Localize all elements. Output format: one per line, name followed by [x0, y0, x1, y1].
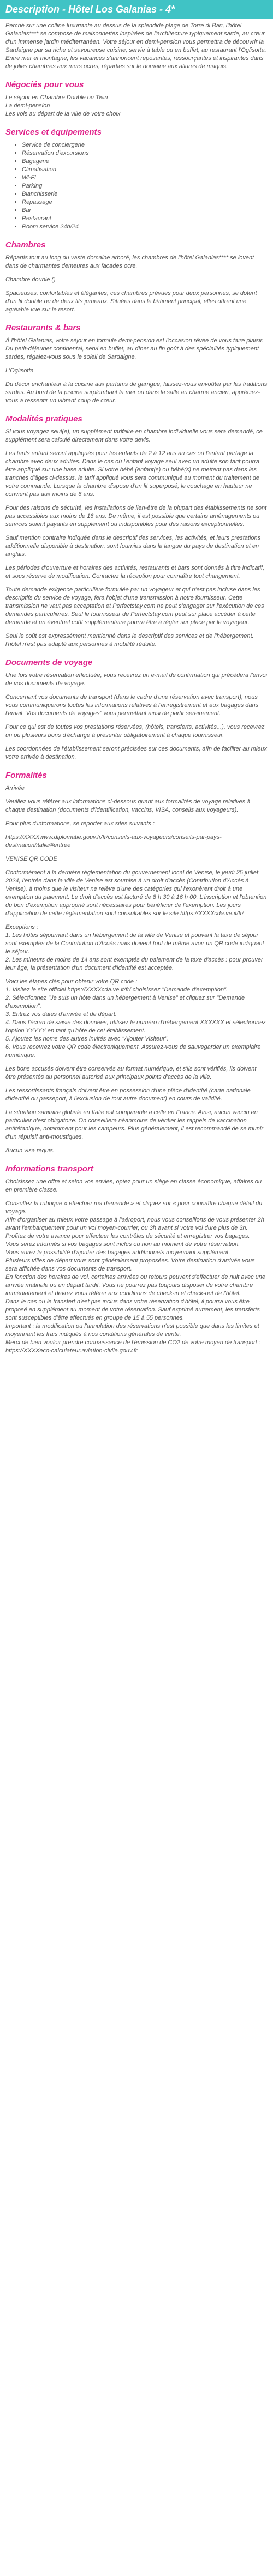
transport-paragraph: Consultez la rubrique « effectuer ma demande » et cliquez sur « pour connaître chaque détail du voyage. [5, 1200, 263, 1215]
section-title-transport: Informations transport [5, 1164, 93, 1174]
negocies-line: Le séjour en Chambre Double ou Twin [5, 94, 108, 101]
modalites-paragraph: Sauf mention contraire indiquée dans le descriptif des services, les activités, et leurs prestations additionnelle disponible à destination, sont fournies dans la langue du pays de destination et en anglais. [5, 535, 261, 558]
content [0, 22, 273, 1355]
service-item: • Réservation d'excursions [22, 149, 268, 158]
documents-paragraph: Les coordonnées de l'établissement seront précisées sur ces documents, afin de faciliter au mieux votre arrivée à destination. [5, 746, 268, 760]
modalites-paragraph: Seul le coût est expressément mentionné dans le descriptif des services et de l'hébergement. l'hôtel n'est pas adapté aux personnes à mobilité réduite. [5, 633, 254, 648]
modalites-paragraph: Les tarifs enfant seront appliqués pour les enfants de 2 à 12 ans au cas où l'enfant partage la chambre avec deux adultes. Dans le cas où l'enfant voyage seul avec un adulte son tarif pourra être appliqué sur une base adulte. Si votre bébé (enfant(s) ou bébé(s) ne mettent pas dans les tranches d'âges ci-dessus, le tarif appliqué vous sera communiqué au moment du traitement de votre commande. Lorsque la chambre dispose d'un lit superposé, le couchage en hauteur ne convient pas aux moins de 6 ans. [5, 450, 259, 498]
formalites-paragraph: Arrivée [5, 785, 25, 791]
formalites-paragraph: VENISE QR CODE [5, 856, 57, 862]
service-item: • Blanchisserie [22, 190, 268, 198]
rooms-paragraph: Répartis tout au long du vaste domaine arboré, les chambres de l'hôtel Galanias**** se lovent dans de charmantes demeures aux façades ocre. [5, 255, 254, 269]
formalites-paragraph: 4. Dans l'écran de saisie des données, utilisez le numéro d'hébergement XXXXXX et sélectionnez l'option YYYYY en tant qu'hôte de cet établissement. [5, 1019, 266, 1034]
service-item: • Bar [22, 207, 268, 215]
transport-paragraph: Vous aurez la possibilité d'ajouter des bagages additionnels moyennant supplément. [5, 1249, 230, 1256]
transport-paragraph: Vous serez informés si vos bagages sont inclus ou non au moment de votre réservation. [5, 1241, 240, 1248]
negocies-list [5, 94, 268, 118]
section-title-restaurants: Restaurants & bars [5, 323, 81, 332]
services-list [5, 141, 268, 231]
formalites-paragraph: 6. Vous recevrez votre QR code électroniquement. Assurez-vous de sauvegarder un exemplaire numérique. [5, 1044, 261, 1059]
formalites-paragraph: La situation sanitaire globale en Italie est comparable à celle en France. Ainsi, aucun vaccin en particulier n'est obligatoire. On conseillera néanmoins de vérifier les rappels de vaccination antitétanique, notamment pour les campeurs. Plus généralement, il est recommandé de se munir d'un répulsif anti-moustiques. [5, 1109, 264, 1140]
resto-paragraph: Du décor enchanteur à la cuisine aux parfums de garrigue, laissez-vous envoûter par les traditions sardes. Au bord de la piscine surplombant la mer ou dans la salle au charme ancien, appréciez-vous à ressentir un vibrant coup de cœur. [5, 381, 268, 404]
transport-paragraph: Important : la modification ou l'annulation des réservations n'est possible que dans les limites et moyennant les frais indiqués à nos conditions générales de vente. [5, 1323, 259, 1338]
service-item: • Room service 24h/24 [22, 223, 268, 231]
documents-paragraph: Concernant vos documents de transport (dans le cadre d'une réservation avec transport), nous vous communiquerons toutes les informations relatives à l'enregistrement et aux bagages dans l'email "Vos documents de voyages" vous permettant ainsi de partir sereinement. [5, 694, 259, 717]
transport-paragraph: En fonction des horaires de vol, certaines arrivées ou retours peuvent s'effectuer de nuit avec une arrivée matinale ou un départ tardif. Vous ne pourrez pas toujours disposer de votre chambre immédiatement et devrez vous référer aux conditions de check-in et check-out de l'hôtel. [5, 1274, 265, 1297]
formalites-paragraph: 1. Visitez le site officiel https://XXXXcda.ve.it/fr/ choisissez "Demande d'exemption". [5, 987, 228, 993]
formalites-paragraph: Pour plus d'informations, se reporter aux sites suivants : [5, 820, 155, 827]
formalites-paragraph: 5. Ajoutez les noms des autres invités avec "Ajouter Visiteur". [5, 1036, 169, 1042]
section-title-formalites: Formalités [5, 771, 47, 780]
formalites-link[interactable]: https://XXXXwww.diplomatie.gouv.fr/fr/conseils-aux-voyageurs/conseils-par-pays-destination/italie/#entree [5, 834, 222, 849]
formalites-paragraph: Exceptions : [5, 924, 38, 930]
service-item: • Restaurant [22, 215, 268, 223]
service-item: • Parking [22, 182, 268, 190]
section-title-services: Services et équipements [5, 128, 102, 137]
formalites-paragraph: 1. Les hôtes séjournant dans un hébergement de la ville de Venise et pouvant la taxe de séjour sont exemptés de la Contribution d'Accès mais doivent tout de même avoir un QR code indiquant le séjour. [5, 932, 264, 955]
service-item: • Service de conciergerie [22, 141, 268, 149]
resto-subtitle: L'Oglisotta [5, 367, 34, 374]
section-title-negocies: Négociés pour vous [5, 80, 84, 89]
formalites-paragraph: Aucun visa requis. [5, 1147, 55, 1154]
transport-paragraph: Merci de bien vouloir prendre connaissance de l'émission de CO2 de votre moyen de transport : https://XXXXeco-calculateur.aviation-civile.gouv.fr [5, 1339, 260, 1354]
formalites-paragraph: Les ressortissants français doivent être en possession d'une pièce d'identité (carte nationale d'identité ou passeport, à l'exclusion de tout autre document) en cours de validité. [5, 1087, 251, 1102]
formalites-paragraph: 3. Entrez vos dates d'arrivée et de départ. [5, 1011, 117, 1018]
intro-paragraph: Perché sur une colline luxuriante au dessus de la splendide plage de Torre di Bari, l'hôtel Galanias**** se compose de maisonnettes inspirées de l'architecture typiquement sarde, au cœur d'un immense jardin méditerranéen. Votre séjour en demi-pension vous permettra de découvrir la Sardaigne par sa riche et savoureuse cuisine, servie à table ou en buffet, au restaurant l'Oglisotta. Entre mer et montagne, les vacances s'annoncent reposantes, ressourçantes et inspirantes dans de jolies chambres aux murs ocres, réparties sur le domaine aux allures de maquis. [5, 22, 266, 70]
section-title-documents: Documents de voyage [5, 658, 93, 667]
resto-paragraph: À l'hôtel Galanias, votre séjour en formule demi-pension est l'occasion rêvée de vous faire plaisir. Du petit-déjeuner continental, servi en buffet, au dîner au fin goût à des spécialités typiquement sardes, régalez-vous sous le soleil de Sardaigne. [5, 337, 264, 360]
transport-paragraph: Afin d'organiser au mieux votre passage à l'aéroport, nous vous conseillons de vous présenter 2h avant l'embarquement pour un vol moyen-courrier, ou 3h avant si votre vol dure plus de 3h. Profitez de votre avance pour effectuer les contrôles de sécurité et enregistrer vos bagages. [5, 1217, 264, 1239]
service-item: • Climatisation [22, 166, 268, 174]
documents-paragraph: Une fois votre réservation effectuée, vous recevrez un e-mail de confirmation qui précèdera l'envoi de vos documents de voyage. [5, 672, 268, 687]
page-title: Description - Hôtel Los Galanias - 4* [0, 0, 273, 19]
service-item: • Wi-Fi [22, 174, 268, 182]
formalites-paragraph: 2. Les mineurs de moins de 14 ans sont exemptés du paiement de la taxe d'accès : pour prouver leur âge, la présentation d'un document d'identité est acceptée. [5, 957, 263, 971]
negocies-line: Les vols au départ de la ville de votre choix [5, 111, 121, 117]
modalites-paragraph: Les périodes d'ouverture et horaires des activités, restaurants et bars sont donnés à titre indicatif, et sous réserve de modification. Contactez la réception pour connaître tout changement. [5, 565, 265, 579]
formalites-paragraph: Conformément à la dernière réglementation du gouvernement local de Venise, le jeudi 25 juillet 2024, l'entrée dans la ville de Venise est soumise à un droit d'accès (Contribution d'Accès à Venise), à moins que le visiteur ne relève d'une des catégories qui l'exonèrent droit à une exemption du paiement. Le droit d'accès est facturé de 8 h 30 à 16 h 00. L'inscription et l'obtention du bon d'exemption approprié sont nécessaires pour bénéficier de l'exemption. Les jours d'application de cette réglementation sont consultables sur le site https://XXXXcda.ve.it/fr/ [5, 869, 267, 917]
modalites-paragraph: Toute demande exigence particulière formulée par un voyageur et qui n'est pas incluse dans les descriptifs du service de voyage, fera l'objet d'une transmission à notre fournisseur. Cette transmission ne vaut pas acceptation et Perfectstay.com ne peut s'engager sur l'exécution de ces demandes particulières. Seul le fournisseur de Perfectstay.com peut sur place accéder à cette demande et un éventuel coût supplémentaire pourra être à régler sur place par le voyageur. [5, 586, 264, 626]
formalites-paragraph: Veuillez vous référer aux informations ci-dessous quant aux formalités de voyage relatives à chaque destination (documents d'identification, vaccins, VISA, conseils aux voyageurs). [5, 799, 251, 813]
documents-paragraph: Pour ce qui est de toutes vos prestations réservées, (hôtels, transferts, activités...), vous recevrez un ou plusieurs bons d'échange à présenter obligatoirement à chaque fournisseur. [5, 724, 265, 739]
formalites-paragraph: 2. Sélectionnez "Je suis un hôte dans un hébergement à Venise" et cliquez sur "Demande d'exemption". [5, 995, 245, 1009]
transport-paragraph: Plusieurs villes de départ vous sont généralement proposées. Votre destination d'arrivée vous sera affichée dans vos documents de transport. [5, 1257, 255, 1272]
modalites-paragraph: Si vous voyagez seul(e), un supplément tarifaire en chambre individuelle vous sera demandé, ce supplément sera calculé directement dans votre devis. [5, 428, 263, 443]
service-item: • Bagagerie [22, 158, 268, 166]
service-item: • Repassage [22, 198, 268, 207]
section-title-chambres: Chambres [5, 240, 46, 250]
formalites-paragraph: Voici les étapes clés pour obtenir votre QR code : [5, 978, 138, 985]
rooms-subtitle: Chambre double () [5, 276, 56, 283]
modalites-paragraph: Pour des raisons de sécurité, les installations de lien-être de la plupart des établissements ne sont pas accessibles aux moins de 16 ans. De même, il est possible que certains aménagements ou services soient payants en supplément ou indisponibles pour des raisons exceptionnelles. [5, 505, 267, 528]
transport-paragraph: Choisissez une offre et selon vos envies, optez pour un siège en classe économique, affaires ou en première classe. [5, 1178, 262, 1193]
transport-paragraph: Dans le cas où le transfert n'est pas inclus dans votre réservation d'hôtel, il pourra vous être proposé en supplément au moment de votre réservation. Sauf exprimé autrement, les transferts sont susceptibles d'être effectués en groupe de 15 à 55 personnes. [5, 1298, 260, 1321]
rooms-paragraph: Spacieuses, confortables et élégantes, ces chambres prévues pour deux personnes, se dotent d'un lit double ou de deux lits jumeaux. Situées dans le bâtiment principal, elles offrent une agréable vue sur le resort. [5, 290, 257, 313]
section-title-modalites: Modalités pratiques [5, 414, 82, 424]
formalites-paragraph: Les bons accusés doivent être conservés au format numérique, et s'ils sont vérifiés, ils doivent être présentés au personnel autorisé aux principaux points d'accès de la ville. [5, 1066, 257, 1080]
negocies-line: La demi-pension [5, 102, 50, 109]
